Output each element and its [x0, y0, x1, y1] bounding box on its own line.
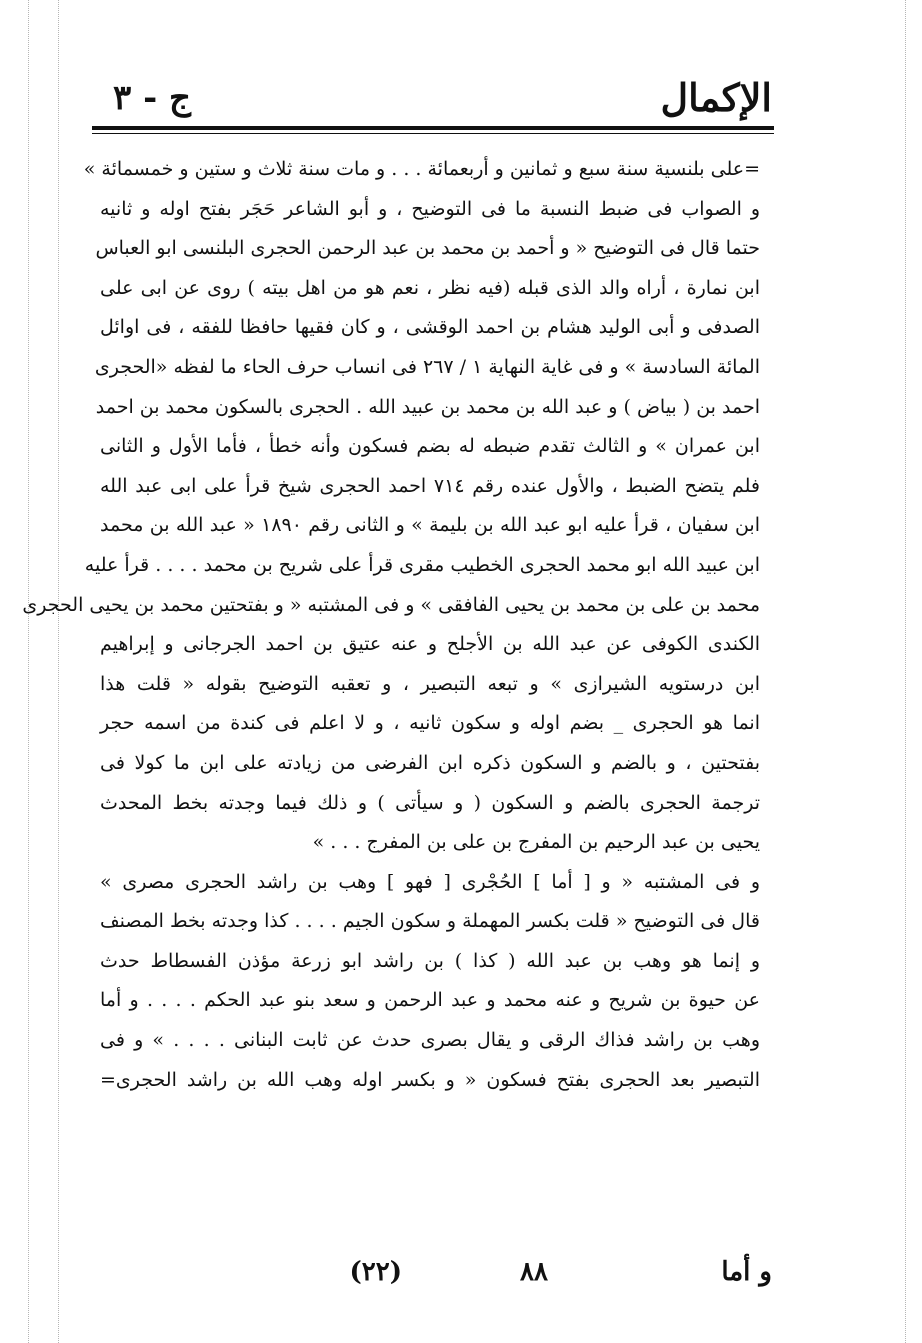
- catchword: و أما: [721, 1257, 772, 1287]
- text-line: بفتحتين ، و بالضم و السكون ذكره ابن الفرضى من زيادته على ابن ما كولا فى: [100, 751, 760, 774]
- header-rule-thin: [92, 133, 774, 134]
- text-line: ترجمة الحجرى بالضم و السكون ( و سيأتى ) و ذلك فيما وجدته بخط المحدث: [100, 791, 760, 814]
- text-line: انما هو الحجرى _ بضم اوله و سكون ثانيه ، و لا اعلم فى كندة من اسمه حجر: [100, 712, 760, 735]
- header-rule-thick: [92, 126, 774, 130]
- scan-edge-right: [905, 0, 906, 1343]
- text-line: ابن عبيد الله ابو محمد الحجرى الخطيب مقرى قرأ على شريح بن محمد . . . . قرأ عليه: [84, 553, 760, 576]
- text-line: و فى المشتبه « و [ أما ] الحُجْرى [ فهو ] وهب بن راشد الحجرى مصرى »: [100, 870, 760, 893]
- text-line: فلم يتضح الضبط ، والأول عنده رقم ٧١٤ احمد الحجرى شيخ قرأ على ابى عبد الله: [100, 474, 760, 497]
- volume-label: ج - ٣: [113, 78, 191, 118]
- text-line: ابن درستويه الشيرازى » و تبعه التبصير ، و تعقبه التوضيح بقوله « قلت هذا: [100, 672, 760, 695]
- text-line: المائة السادسة » و فى غاية النهاية ١ / ٢٦٧ فى انساب حرف الحاء ما لفظه «الحجرى: [94, 355, 760, 378]
- text-line: =على بلنسية سنة سبع و ثمانين و أربعمائة . . . و مات سنة ثلاث و ستين و خمسمائة »: [83, 158, 760, 180]
- body-text: [22, 150, 760, 1100]
- page-number: ٨٨: [520, 1257, 548, 1287]
- text-line: يحيى بن عبد الرحيم بن المفرج بن على بن المفرج . . . »: [312, 831, 760, 854]
- book-title: الإكمال: [660, 75, 772, 120]
- text-line: ابن عمران » و الثالث تقدم ضبطه له بضم فسكون وأنه خطأ ، فأما الأول و الثانى: [100, 435, 760, 458]
- text-line: الكندى الكوفى عن عبد الله بن الأجلح و عنه عتيق بن احمد الجرجانى و إبراهيم: [100, 633, 760, 656]
- text-line: و إنما هو وهب بن عبد الله ( كذا ) بن راشد ابو زرعة مؤذن الفسطاط حدث: [100, 949, 760, 972]
- scan-edge-inner: [58, 0, 59, 1343]
- text-line: ابن سفيان ، قرأ عليه ابو عبد الله بن بليمة » و الثانى رقم ١٨٩٠ « عبد الله بن محمد: [100, 514, 760, 537]
- text-line: احمد بن ( بياض ) و عبد الله بن محمد بن عبيد الله . الحجرى بالسكون محمد بن احمد: [95, 395, 760, 418]
- text-line: محمد بن على بن محمد بن يحيى الفافقى » و فى المشتبه « و بفتحتين محمد بن يحيى الحجرى: [22, 593, 760, 616]
- page-header: [95, 72, 772, 124]
- scan-edge-left: [28, 0, 29, 1343]
- text-line: و الصواب فى ضبط النسبة ما فى التوضيح ، و أبو الشاعر حَجَر بفتح اوله و ثانيه: [100, 197, 760, 220]
- text-line: وهب بن راشد فذاك الرقى و يقال بصرى حدث عن ثابت البنانى . . . . » و فى: [100, 1029, 760, 1052]
- text-line: قال فى التوضيح « قلت بكسر المهملة و سكون الجيم . . . . كذا وجدته بخط المصنف: [100, 910, 760, 933]
- text-line: التبصير بعد الحجرى بفتح فسكون « و بكسر اوله وهب الله بن راشد الحجرى=: [100, 1068, 760, 1091]
- page-footer: [110, 1252, 772, 1292]
- text-line: الصدفى و أبى الوليد هشام بن احمد الوقشى ، و كان فقيها حافظا للفقه ، فى اوائل: [100, 316, 760, 339]
- text-line: عن حيوة بن شريح و عنه محمد و عبد الرحمن و سعد بنو عبد الحكم . . . . و أما: [100, 989, 760, 1012]
- text-line: حتما قال فى التوضيح « و أحمد بن محمد بن عبد الرحمن الحجرى البلنسى ابو العباس: [95, 237, 760, 260]
- signature-mark: (٢٢): [349, 1257, 402, 1287]
- text-line: ابن نمارة ، أراه والد الذى قبله (فيه نظر ، نعم هو من اهل بيته ) روى عن ابى على: [100, 276, 760, 299]
